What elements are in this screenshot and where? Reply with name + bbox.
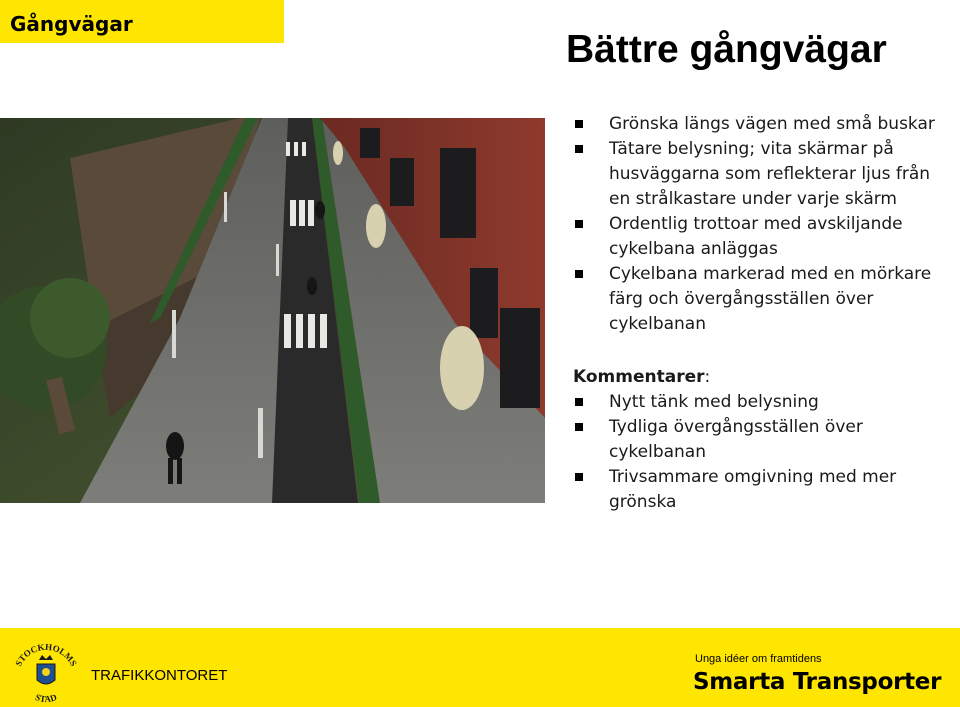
- street-illustration: [0, 118, 545, 503]
- brand-name: Smarta Transporter: [693, 669, 942, 695]
- improvements-list: [573, 112, 953, 337]
- list-item: Cykelbana markerad med en mörkare färg och övergångsställen över cykelbanan: [573, 262, 953, 337]
- comments-list: [573, 390, 953, 515]
- crest-top-text: STOCKHOLMS: [13, 641, 79, 668]
- comments-heading: Kommentarer:: [573, 367, 711, 387]
- list-item: Ordentlig trottoar med avskiljande cykelbana anläggas: [573, 212, 953, 262]
- square-bullet-icon: [575, 270, 583, 278]
- street-night-illustration-icon: [0, 118, 545, 503]
- footer-bar: [0, 628, 960, 707]
- tagline: Unga idéer om framtidens: [695, 653, 822, 665]
- list-item: Tätare belysning; vita skärmar på husväggarna som reflekterar ljus från en strålkastare under varje skärm: [573, 137, 953, 212]
- page-title: Bättre gångvägar: [566, 28, 887, 71]
- square-bullet-icon: [575, 220, 583, 228]
- square-bullet-icon: [575, 423, 583, 431]
- section-tab: [0, 0, 284, 43]
- list-item: Trivsammare omgivning med mer grönska: [573, 465, 953, 515]
- list-item: Nytt tänk med belysning: [573, 390, 953, 415]
- list-item: Tydliga övergångsställen över cykelbanan: [573, 415, 953, 465]
- organization-name: TRAFIKKONTORET: [91, 667, 228, 684]
- square-bullet-icon: [575, 398, 583, 406]
- stockholm-crest-icon: [8, 634, 84, 704]
- svg-text:STAD: [34, 692, 59, 704]
- list-item: Grönska längs vägen med små buskar: [573, 112, 953, 137]
- section-label: Gångvägar: [10, 12, 133, 36]
- square-bullet-icon: [575, 473, 583, 481]
- content-panel: [573, 112, 953, 515]
- square-bullet-icon: [575, 120, 583, 128]
- crest-bottom-text: STAD: [33, 692, 59, 704]
- square-bullet-icon: [575, 145, 583, 153]
